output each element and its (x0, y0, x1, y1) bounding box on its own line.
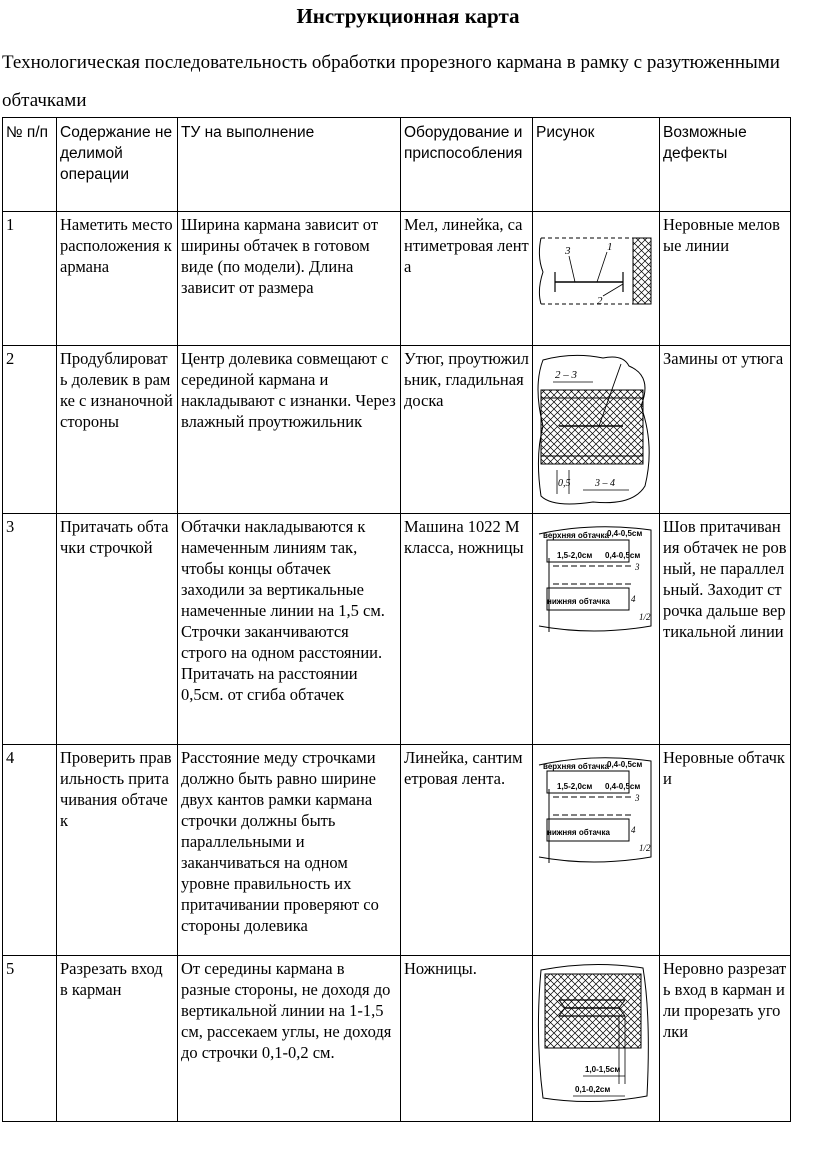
figure-label: 1,5-2,0см (557, 551, 593, 560)
defects-cell: Неровные меловые линии (660, 212, 791, 346)
defects-cell: Неровные обтачки (660, 745, 791, 956)
operation-cell: Притачать обтачки строчкой (57, 514, 178, 745)
figure-label: 1/2 (639, 843, 651, 853)
row-number: 4 (3, 745, 57, 956)
equipment-cell: Машина 1022 М класса, ножницы (401, 514, 533, 745)
figure-label: верхняя обтачка (543, 762, 609, 771)
equipment-cell: Утюг, проутюжильник, гладильная доска (401, 346, 533, 514)
figure-interfacing (533, 346, 660, 512)
defects-cell: Замины от утюга (660, 346, 791, 514)
requirements-cell: Расстояние меду строчками должно быть равно ширине двух кантов рамки кармана строчки должны быть параллельными и заканчиваться на одном уровне правильность их притачивании проверяют со стороны долевика (178, 745, 401, 956)
requirements-cell: От середины кармана в разные стороны, не доходя до вертикальной линии на 1-1,5 см, рассекаем углы, не доходя до строчки 0,1-0,2 см. (178, 956, 401, 1122)
figure-label: 2 – 3 (555, 369, 577, 381)
table-row (3, 956, 791, 1122)
figure-label: нижняя обтачка (547, 828, 610, 837)
column-header-figure: Рисунок (533, 118, 660, 212)
table-row (3, 745, 791, 956)
row-number: 1 (3, 212, 57, 346)
figure-label: верхняя обтачка (543, 531, 609, 540)
row-number: 3 (3, 514, 57, 745)
figure-pocket-cut (533, 956, 660, 1120)
operation-cell: Продублировать долевик в рамке с изнаночной стороны (57, 346, 178, 514)
column-header-num: № п/п (3, 118, 57, 212)
defects-cell: Неровно разрезать вход в карман или прорезать уголки (660, 956, 791, 1122)
column-header-defects: Возможные дефекты (660, 118, 791, 212)
table-row (3, 514, 791, 745)
figure-label: 3 (565, 245, 571, 257)
equipment-cell: Линейка, сантиметровая лента. (401, 745, 533, 956)
figure-label: 0,4-0,5см (607, 529, 643, 538)
equipment-cell: Мел, линейка, сантиметровая лента (401, 212, 533, 346)
figure-label: 3 – 4 (595, 478, 615, 489)
defects-cell: Шов притачивания обтачек не ровный, не параллельный. Заходит строчка дальше вертикальной линии (660, 514, 791, 745)
requirements-cell: Ширина кармана зависит от ширины обтачек в готовом виде (по модели). Длина зависит от размера (178, 212, 401, 346)
figure-label: 1,5-2,0см (557, 782, 593, 791)
requirements-cell: Центр долевика совмещают с серединой кармана и накладывают с изнанки. Через влажный проутюжильник (178, 346, 401, 514)
requirements-cell: Обтачки накладываются к намеченным линиям так, чтобы концы обтачек заходили за вертикальные намеченные линии на 1,5 см. Строчки заканчиваются строго на одном расстоянии. Притачать на расстоянии 0,5см. от сгиба обтачек (178, 514, 401, 745)
operation-cell: Проверить правильность притачивания обтачек (57, 745, 178, 956)
figure-label: нижняя обтачка (547, 597, 610, 606)
row-number: 2 (3, 346, 57, 514)
figure-label: 0,4-0,5см (605, 551, 641, 560)
column-header-requirements: ТУ на выполнение (178, 118, 401, 212)
figure-pocket-marking (533, 212, 660, 344)
page-title: Инструкционная карта (296, 4, 520, 28)
figure-label: 3 (635, 562, 640, 572)
figure-label: 3 (635, 793, 640, 803)
figure-label: 1,0-1,5см (585, 1065, 621, 1074)
table-header-row (3, 118, 791, 212)
figure-label: 0,5 (558, 478, 571, 489)
figure-label: 0,4-0,5см (605, 782, 641, 791)
figure-label: 4 (631, 594, 636, 604)
table-row (3, 212, 791, 346)
figure-facings-stitching (533, 514, 660, 654)
operation-cell: Разрезать вход в карман (57, 956, 178, 1122)
column-header-equipment: Оборудование и приспособления (401, 118, 533, 212)
column-header-operation: Содержание не делимой операции (57, 118, 178, 212)
figure-label: 0,1-0,2см (575, 1085, 611, 1094)
figure-cell (533, 956, 660, 1122)
row-number: 5 (3, 956, 57, 1122)
page-subtitle: Технологическая последовательность обработки прорезного кармана в рамку с разутюженными обтачками (2, 52, 780, 111)
figure-cell (533, 514, 660, 745)
operation-cell: Наметить место расположения кармана (57, 212, 178, 346)
figure-cell (533, 346, 660, 514)
equipment-cell: Ножницы. (401, 956, 533, 1122)
instruction-table (2, 117, 791, 1122)
figure-label: 2 (597, 295, 603, 307)
figure-label: 0,4-0,5см (607, 760, 643, 769)
figure-label: 1/2 (639, 612, 651, 622)
figure-label: 1 (607, 241, 613, 253)
figure-cell (533, 212, 660, 346)
figure-cell (533, 745, 660, 956)
figure-facings-check (533, 745, 660, 885)
figure-label: 4 (631, 825, 636, 835)
table-row (3, 346, 791, 514)
